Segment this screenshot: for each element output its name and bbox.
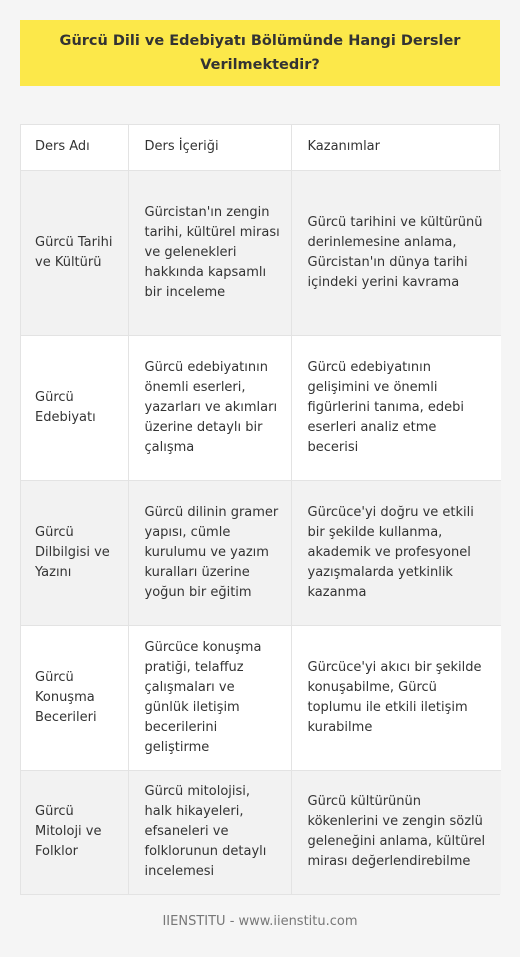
table-row bbox=[21, 770, 501, 894]
header-outcomes: Kazanımlar bbox=[291, 125, 501, 170]
course-content-cell: Gürcistan'ın zengin tarihi, kültürel mirası ve gelenekleri hakkında kapsamlı bir inceleme bbox=[128, 170, 291, 335]
course-name-cell: Gürcü Konuşma Becerileri bbox=[21, 625, 128, 770]
course-outcome-cell: Gürcü kültürünün kökenlerini ve zengin sözlü geleneğini anlama, kültürel mirası değerlendirebilme bbox=[291, 770, 501, 894]
course-outcome-cell: Gürcüce'yi akıcı bir şekilde konuşabilme, Gürcü toplumu ile etkili iletişim kurabilme bbox=[291, 625, 501, 770]
footer-credit: IIENSTITU - www.iienstitu.com bbox=[162, 914, 358, 929]
header-course-name: Ders Adı bbox=[21, 125, 128, 170]
course-name-cell: Gürcü Edebiyatı bbox=[21, 335, 128, 480]
table-row bbox=[21, 335, 501, 480]
table-row bbox=[21, 480, 501, 625]
table-row bbox=[21, 170, 501, 335]
course-content-cell: Gürcüce konuşma pratiği, telaffuz çalışmaları ve günlük iletişim becerilerini geliştirme bbox=[128, 625, 291, 770]
course-name-cell: Gürcü Mitoloji ve Folklor bbox=[21, 770, 128, 894]
courses-table bbox=[21, 125, 501, 894]
header-course-content: Ders İçeriği bbox=[128, 125, 291, 170]
page-title: Gürcü Dili ve Edebiyatı Bölümünde Hangi Dersler Verilmektedir? bbox=[59, 33, 461, 73]
course-name-cell: Gürcü Tarihi ve Kültürü bbox=[21, 170, 128, 335]
title-banner bbox=[20, 20, 500, 86]
courses-table-container bbox=[20, 124, 500, 895]
course-content-cell: Gürcü edebiyatının önemli eserleri, yazarları ve akımları üzerine detaylı bir çalışma bbox=[128, 335, 291, 480]
course-outcome-cell: Gürcüce'yi doğru ve etkili bir şekilde kullanma, akademik ve profesyonel yazışmalarda yetkinlik kazanma bbox=[291, 480, 501, 625]
course-outcome-cell: Gürcü tarihini ve kültürünü derinlemesine anlama, Gürcistan'ın dünya tarihi içindeki yerini kavrama bbox=[291, 170, 501, 335]
course-content-cell: Gürcü mitolojisi, halk hikayeleri, efsaneleri ve folklorunun detaylı incelemesi bbox=[128, 770, 291, 894]
table-header-row bbox=[21, 125, 501, 170]
course-outcome-cell: Gürcü edebiyatının gelişimini ve önemli figürlerini tanıma, edebi eserleri analiz etme becerisi bbox=[291, 335, 501, 480]
course-content-cell: Gürcü dilinin gramer yapısı, cümle kurulumu ve yazım kuralları üzerine yoğun bir eğitim bbox=[128, 480, 291, 625]
course-name-cell: Gürcü Dilbilgisi ve Yazını bbox=[21, 480, 128, 625]
table-row bbox=[21, 625, 501, 770]
